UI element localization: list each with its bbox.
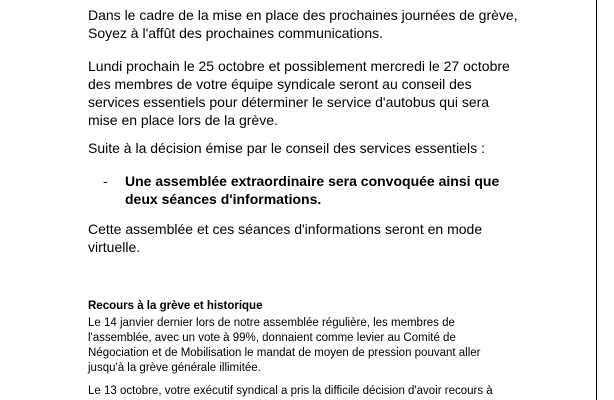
bullet-dash: - [103, 173, 108, 189]
paragraph-january-assembly: Le 14 janvier dernier lors de notre assemblée régulière, les membres de l'assemblée, avec un vote à 99%, donnaient comme levier au Comité de Négociation et de Mobilisation le mandat de moyen de pression pouvant aller jusqu'à la grève générale illimitée. [88, 317, 481, 374]
paragraph-virtual-mode: Cette assemblée et ces séances d'informations seront en mode virtuelle. [88, 221, 483, 255]
paragraph-october-decision: Le 13 octobre, votre exécutif syndical a pris la difficile décision d'avoir recours à [88, 385, 493, 397]
bullet-text: Une assemblée extraordinaire sera convoquée ainsi que deux séances d'informations. [125, 173, 500, 207]
paragraph-decision: Suite à la décision émise par le conseil des services essentiels : [88, 140, 485, 156]
page-edge-line [596, 0, 597, 400]
section-heading: Recours à la grève et historique [88, 299, 263, 312]
paragraph-essential-services: Lundi prochain le 25 octobre et possiblement mercredi le 27 octobre des membres de votre équipe syndicale seront au conseil des services essentiels pour déterminer le service d'autobus qui sera mise en place lors de la grève. [88, 58, 510, 128]
bullet-item [103, 172, 543, 208]
paragraph-strike-days: Dans le cadre de la mise en place des prochaines journées de grève, Soyez à l'affût des prochaines communications. [88, 7, 518, 41]
